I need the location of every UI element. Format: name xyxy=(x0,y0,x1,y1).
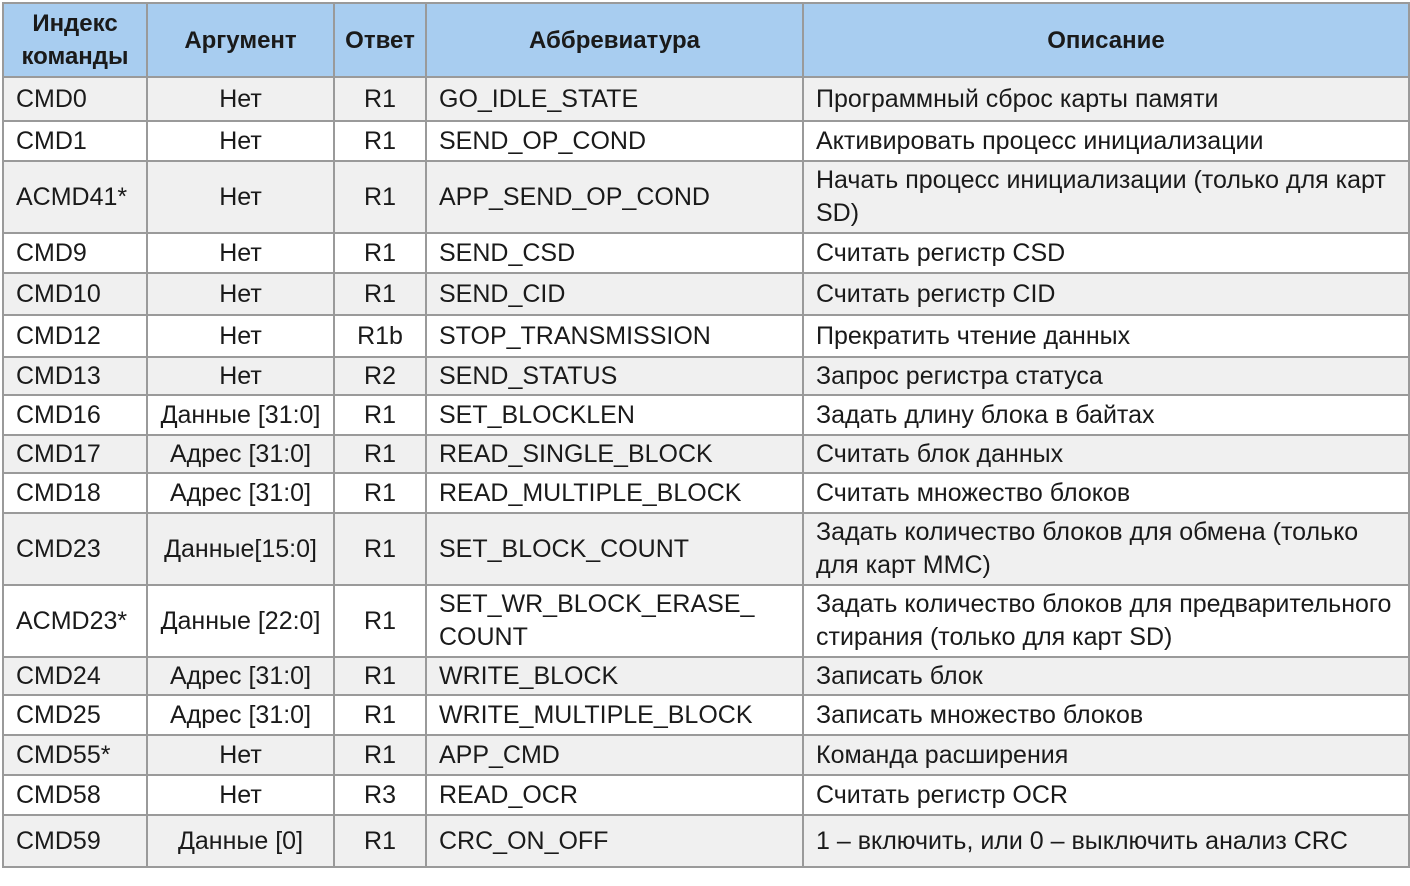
cell-command-index: CMD58 xyxy=(3,775,147,815)
commands-table xyxy=(2,2,1410,868)
cell-description: Задать длину блока в байтах xyxy=(803,395,1409,435)
cell-argument: Данные [31:0] xyxy=(147,395,334,435)
cell-response: R2 xyxy=(334,357,426,395)
cell-response: R1 xyxy=(334,657,426,695)
table-row xyxy=(3,273,1409,315)
table-row xyxy=(3,815,1409,867)
header-response: Ответ xyxy=(334,3,426,77)
cell-response: R1 xyxy=(334,395,426,435)
table-row xyxy=(3,775,1409,815)
table-row xyxy=(3,735,1409,775)
cell-response: R1 xyxy=(334,233,426,273)
cell-abbreviation: SEND_CID xyxy=(426,273,803,315)
table-row xyxy=(3,657,1409,695)
cell-abbreviation: WRITE_BLOCK xyxy=(426,657,803,695)
cell-response: R1 xyxy=(334,585,426,657)
cell-abbreviation: SET_BLOCKLEN xyxy=(426,395,803,435)
cell-description: Считать регистр OCR xyxy=(803,775,1409,815)
cell-abbreviation: APP_SEND_OP_COND xyxy=(426,161,803,233)
cell-abbreviation: SEND_CSD xyxy=(426,233,803,273)
cell-argument: Адрес [31:0] xyxy=(147,473,334,513)
cell-abbreviation: STOP_TRANSMISSION xyxy=(426,315,803,357)
cell-argument: Нет xyxy=(147,77,334,121)
cell-description: Команда расширения xyxy=(803,735,1409,775)
cell-description: Считать блок данных xyxy=(803,435,1409,473)
cell-response: R1b xyxy=(334,315,426,357)
header-argument: Аргумент xyxy=(147,3,334,77)
cell-response: R1 xyxy=(334,161,426,233)
table-row xyxy=(3,121,1409,161)
table-row xyxy=(3,161,1409,233)
cell-description: Записать блок xyxy=(803,657,1409,695)
table-row xyxy=(3,513,1409,585)
cell-argument: Нет xyxy=(147,273,334,315)
cell-argument: Нет xyxy=(147,357,334,395)
cell-response: R1 xyxy=(334,513,426,585)
cell-description: Задать количество блоков для обмена (только для карт MMC) xyxy=(803,513,1409,585)
cell-abbreviation: SEND_OP_COND xyxy=(426,121,803,161)
cell-command-index: CMD9 xyxy=(3,233,147,273)
cell-description: Активировать процесс инициализации xyxy=(803,121,1409,161)
table-row xyxy=(3,435,1409,473)
cell-command-index: CMD59 xyxy=(3,815,147,867)
table-row xyxy=(3,315,1409,357)
cell-command-index: CMD25 xyxy=(3,695,147,735)
cell-description: Считать регистр CSD xyxy=(803,233,1409,273)
cell-argument: Данные [0] xyxy=(147,815,334,867)
cell-description: Запрос регистра статуса xyxy=(803,357,1409,395)
cell-abbreviation: READ_SINGLE_BLOCK xyxy=(426,435,803,473)
cell-abbreviation: READ_OCR xyxy=(426,775,803,815)
cell-command-index: ACMD23* xyxy=(3,585,147,657)
header-command-index: Индекс команды xyxy=(3,3,147,77)
cell-response: R1 xyxy=(334,435,426,473)
cell-argument: Нет xyxy=(147,315,334,357)
table-row xyxy=(3,233,1409,273)
cell-description: Задать количество блоков для предварительного стирания (только для карт SD) xyxy=(803,585,1409,657)
header-description: Описание xyxy=(803,3,1409,77)
cell-command-index: ACMD41* xyxy=(3,161,147,233)
cell-response: R1 xyxy=(334,735,426,775)
cell-argument: Адрес [31:0] xyxy=(147,695,334,735)
cell-argument: Данные [22:0] xyxy=(147,585,334,657)
cell-description: Считать регистр CID xyxy=(803,273,1409,315)
cell-command-index: CMD12 xyxy=(3,315,147,357)
cell-argument: Данные[15:0] xyxy=(147,513,334,585)
cell-abbreviation: READ_MULTIPLE_BLOCK xyxy=(426,473,803,513)
cell-command-index: CMD1 xyxy=(3,121,147,161)
table-row xyxy=(3,395,1409,435)
cell-command-index: CMD16 xyxy=(3,395,147,435)
cell-command-index: CMD13 xyxy=(3,357,147,395)
table-row xyxy=(3,695,1409,735)
cell-response: R1 xyxy=(334,77,426,121)
cell-argument: Нет xyxy=(147,233,334,273)
cell-argument: Нет xyxy=(147,121,334,161)
cell-abbreviation: SET_BLOCK_COUNT xyxy=(426,513,803,585)
cell-command-index: CMD10 xyxy=(3,273,147,315)
table-row xyxy=(3,357,1409,395)
cell-description: Прекратить чтение данных xyxy=(803,315,1409,357)
cell-abbreviation: APP_CMD xyxy=(426,735,803,775)
cell-abbreviation: WRITE_MULTIPLE_BLOCK xyxy=(426,695,803,735)
table-row xyxy=(3,585,1409,657)
header-abbreviation: Аббревиатура xyxy=(426,3,803,77)
cell-argument: Нет xyxy=(147,775,334,815)
cell-response: R1 xyxy=(334,121,426,161)
cell-response: R1 xyxy=(334,473,426,513)
cell-description: 1 – включить, или 0 – выключить анализ CRC xyxy=(803,815,1409,867)
cell-argument: Нет xyxy=(147,735,334,775)
cell-description: Начать процесс инициализации (только для карт SD) xyxy=(803,161,1409,233)
cell-description: Записать множество блоков xyxy=(803,695,1409,735)
cell-response: R1 xyxy=(334,815,426,867)
cell-response: R1 xyxy=(334,273,426,315)
cell-command-index: CMD17 xyxy=(3,435,147,473)
cell-argument: Нет xyxy=(147,161,334,233)
cell-argument: Адрес [31:0] xyxy=(147,657,334,695)
cell-description: Считать множество блоков xyxy=(803,473,1409,513)
cell-argument: Адрес [31:0] xyxy=(147,435,334,473)
table-row xyxy=(3,473,1409,513)
cell-command-index: CMD24 xyxy=(3,657,147,695)
cell-abbreviation: GO_IDLE_STATE xyxy=(426,77,803,121)
cell-command-index: CMD23 xyxy=(3,513,147,585)
header-row xyxy=(3,3,1409,77)
cell-abbreviation: CRC_ON_OFF xyxy=(426,815,803,867)
table-row xyxy=(3,77,1409,121)
cell-description: Программный сброс карты памяти xyxy=(803,77,1409,121)
cell-command-index: CMD0 xyxy=(3,77,147,121)
cell-abbreviation: SET_WR_BLOCK_ERASE_ COUNT xyxy=(426,585,803,657)
cell-response: R3 xyxy=(334,775,426,815)
cell-command-index: CMD18 xyxy=(3,473,147,513)
cell-response: R1 xyxy=(334,695,426,735)
cell-command-index: CMD55* xyxy=(3,735,147,775)
cell-abbreviation: SEND_STATUS xyxy=(426,357,803,395)
